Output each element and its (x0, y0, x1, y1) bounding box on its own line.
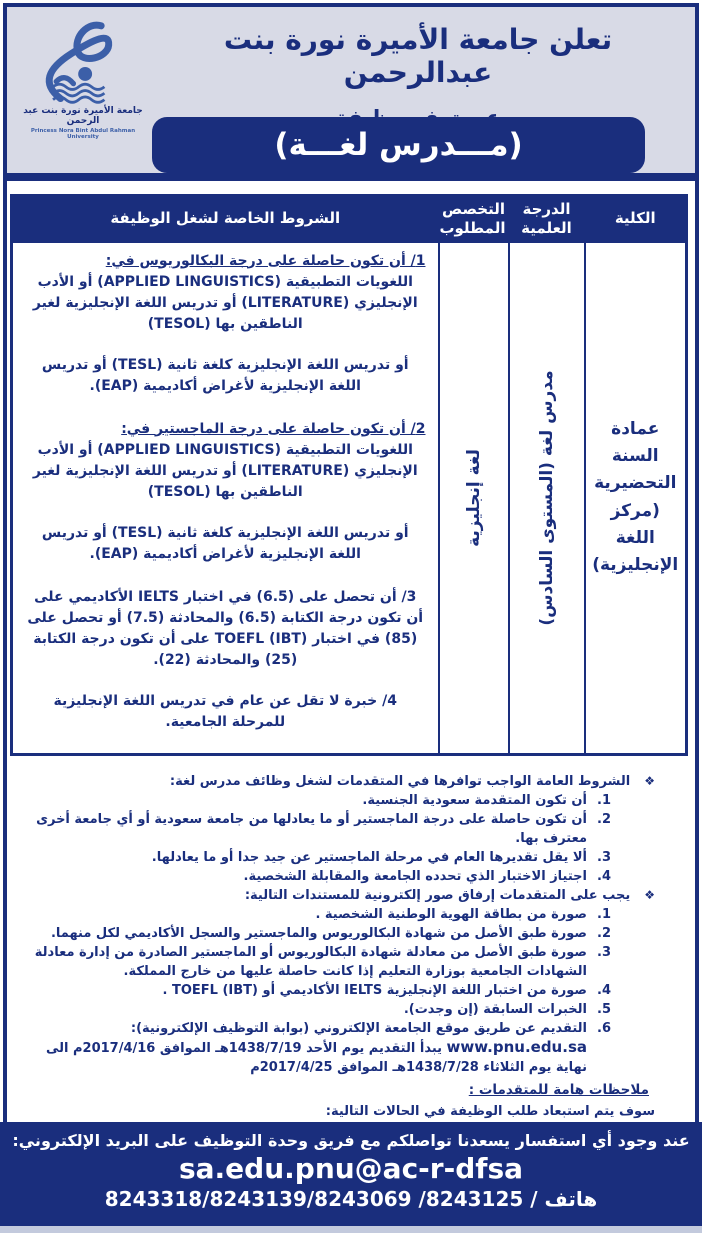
condition-2-heading: 2/ أن تكون حاصلة على درجة الماجستير في: (121, 420, 426, 437)
exclusion-intro: سوف يتم استبعاد طلب الوظيفة في الحالات التالية: (325, 1103, 655, 1119)
header-college: الكلية (585, 196, 687, 242)
general-condition-item: 2. أن تكون حاصلة على درجة الماجستير أو ما يعادلها من جامعة سعودية أو أي جامعة أخرى معترف بها. (36, 811, 611, 846)
main-content (7, 181, 695, 1122)
condition-4-text: 4/ خبرة لا تقل عن عام في تدريس اللغة الإنجليزية للمرحلة الجامعية. (53, 692, 397, 730)
general-conditions-section (7, 772, 695, 1123)
document-item: 5. الخبرات السابقة (إن وجدت). (403, 1001, 611, 1017)
job-title-banner: (مـــدرس لغـــة) (152, 117, 645, 173)
documents-heading: يجب على المتقدمات إرفاق صور إلكترونية للمستندات التالية: (244, 887, 631, 903)
general-condition-item: 3. ألا يقل تقديرها العام في مرحلة الماجستير عن جيد جدا أو ما يعادلها. (151, 849, 611, 865)
header-divider (7, 173, 695, 181)
header-conditions: الشروط الخاصة لشغل الوظيفة (12, 196, 439, 242)
logo-english-text: Princess Nora Bint Abdul Rahman University (30, 128, 136, 140)
table-header-row (12, 196, 687, 242)
document-item: 3. صورة طبق الأصل من معادلة شهادة البكالوريوس أو الماجستير الصادرة من إدارة معادلة الشهادات الجامعية بوزارة التعليم إذا كانت حاصلة عليها من خارج المملكة. (34, 944, 611, 979)
general-condition-item: 1. أن تكون المتقدمة سعودية الجنسية. (362, 792, 611, 808)
general-conditions-heading: الشروط العامة الواجب توافرها في المتقدمات لشغل وظائف مدرس لغة: (169, 773, 631, 789)
frame-right (695, 3, 699, 1122)
condition-1-paragraph: اللغويات التطبيقية (APPLIED LINGUISTICS) أو الأدب الإنجليزي (LITERATURE) أو تدريس اللغة الإنجليزية لغير الناطقين بها (TESOL) (32, 273, 418, 332)
contact-phone: 8243318/8243139/8243069 /8243125 / هاتف (104, 1187, 598, 1211)
condition-2-paragraph: أو تدريس اللغة الإنجليزية كلغة ثانية (TESL) أو تدريس اللغة الإنجليزية لأغراض أكاديمية (EAP). (41, 524, 409, 562)
footer-contact-bar (0, 1122, 702, 1226)
application-website-url: www.pnu.edu.sa (446, 1037, 587, 1056)
condition-section-2 (25, 419, 426, 565)
general-condition-item: 4. اجتياز الاختبار الذي تحدده الجامعة والمقابلة الشخصية. (243, 868, 611, 884)
header-text (147, 7, 689, 173)
announcement-title: تعلن جامعة الأميرة نورة بنت عبدالرحمن (223, 23, 613, 89)
pnu-swan-icon (24, 13, 142, 105)
header-major: التخصص المطلوب (439, 196, 509, 242)
document-item: 1. صورة من بطاقة الهوية الوطنية الشخصية . (315, 906, 611, 922)
degree-rotated-text: مدرس لغة (المستوى السادس) (536, 369, 557, 626)
contact-email: sa.edu.pnu@ac-r-dfsa (178, 1152, 524, 1185)
condition-3-text: 3/ أن تحصل على (6.5) في اختبار IELTS الأكاديمي على أن تكون درجة الكتابة (6.5) والمحادثة (7.5) أو تحصل على (85) في اختبار TOEFL (IBT) على أن تكون درجة الكتابة (25) والمحادثة (22). (27, 588, 424, 668)
important-notes-heading: ملاحظات هامة للمتقدمات : (468, 1081, 649, 1098)
document-item-application: 6. التقديم عن طريق موقع الجامعة الإلكتروني (بوابة التوظيف الإلكترونية): www.pnu.edu.sa يبدأ التقديم يوم الأحد 1438/7/19هـ الموافق 2017/4/16م الى نهاية يوم الثلاثاء 1438/7/28هـ الموافق 2017/4/25م (45, 1020, 611, 1075)
document-item: 2. صورة طبق الأصل من شهادة البكالوريوس والماجستير والسجل الأكاديمي لكل منهما. (50, 925, 611, 941)
diamond-bullet-icon: ❖ (644, 887, 655, 902)
condition-1-heading: 1/ أن تكون حاصلة على درجة البكالوريوس في: (105, 252, 426, 269)
header-section (7, 7, 695, 173)
degree-cell (509, 242, 585, 755)
diamond-bullet-icon: ❖ (644, 773, 655, 788)
university-logo (19, 13, 147, 140)
note-item (21, 1121, 655, 1123)
table-row (12, 242, 687, 755)
major-rotated-text: لغة إنجليزية (463, 448, 484, 547)
major-cell (439, 242, 509, 755)
college-cell: عمادة السنة التحضيرية (مركز اللغة الإنجليزية) (585, 242, 687, 755)
conditions-cell (12, 242, 439, 755)
condition-section-1 (25, 251, 426, 397)
application-dates-text: يبدأ التقديم يوم الأحد 1438/7/19هـ الموافق 2017/4/16م الى نهاية يوم الثلاثاء 1438/7/28هـ الموافق 2017/4/25م (45, 1040, 587, 1075)
vacancy-table (10, 194, 688, 756)
condition-1-paragraph: أو تدريس اللغة الإنجليزية كلغة ثانية (TESL) أو تدريس اللغة الإنجليزية لأغراض أكاديمية (EAP). (41, 356, 409, 394)
application-text: التقديم عن طريق موقع الجامعة الإلكتروني (بوابة التوظيف الإلكترونية): (130, 1020, 587, 1036)
contact-message: عند وجود أي استفسار يسعدنا تواصلكم مع فريق وحدة التوظيف على البريد الإلكتروني: (12, 1131, 690, 1150)
header-degree: الدرجة العلمية (509, 196, 585, 242)
condition-2-paragraph: اللغويات التطبيقية (APPLIED LINGUISTICS) أو الأدب الإنجليزي (LITERATURE) أو تدريس اللغة الإنجليزية لغير الناطقين بها (TESOL) (32, 441, 418, 500)
document-item: 4. صورة من اختبار اللغة الإنجليزية IELTS الأكاديمي أو TOEFL (IBT) . (162, 982, 611, 998)
general-conditions-heading-row (21, 772, 655, 791)
documents-heading-row (21, 886, 655, 905)
bottom-strip (0, 1226, 702, 1233)
logo-arabic-text: جامعة الأميرة نورة بنت عبد الرحمن (23, 106, 143, 126)
